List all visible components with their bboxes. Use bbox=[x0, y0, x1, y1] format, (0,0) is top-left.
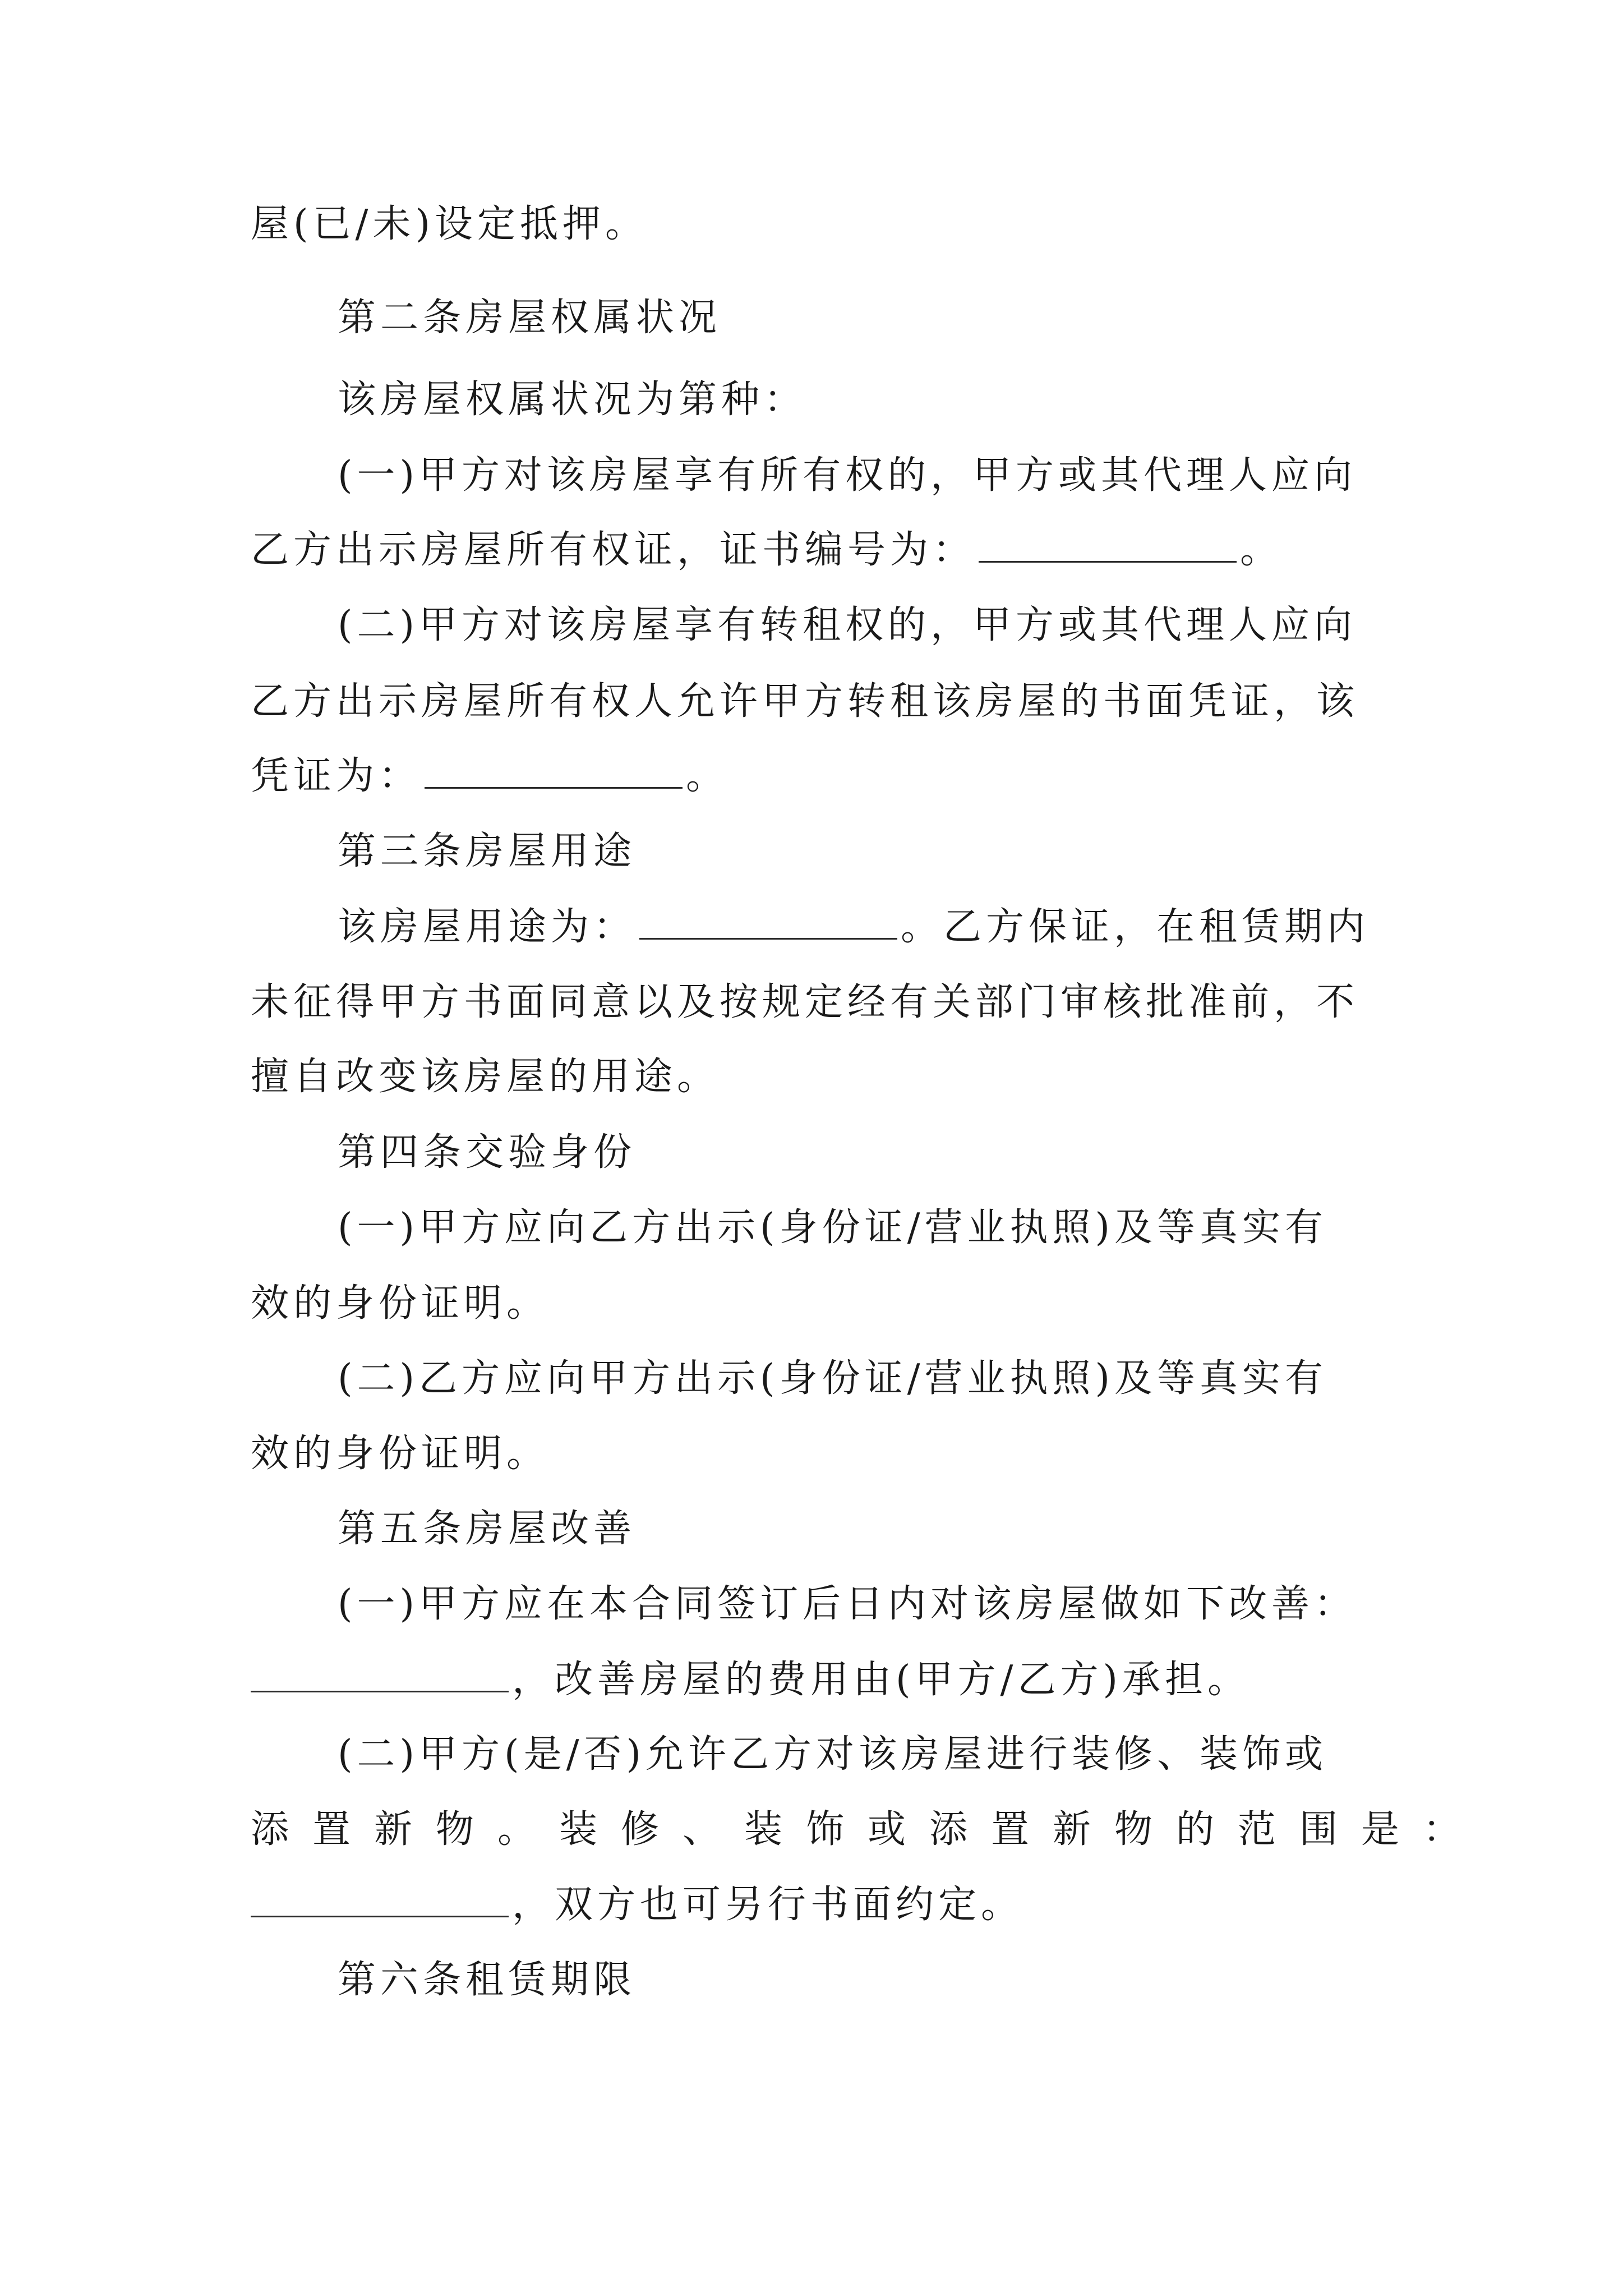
paragraph-line: (一)甲方对该房屋享有所有权的，甲方或其代理人应向 bbox=[338, 453, 1357, 498]
paragraph-line: 未征得甲方书面同意以及按规定经有关部门审核批准前，不 bbox=[251, 980, 1359, 1024]
paragraph-line: ，双方也可另行书面约定。 bbox=[251, 1880, 1023, 1930]
certificate-number-blank bbox=[979, 527, 1237, 563]
paragraph-line: 乙方出示房屋所有权证，证书编号为： 。 bbox=[251, 528, 1283, 572]
paragraph-line: 该房屋用途为： 。乙方保证，在租赁期内 bbox=[338, 905, 1370, 949]
paragraph-line: (二)甲方(是/否)允许乙方对该房屋进行装修、装饰或 bbox=[338, 1732, 1328, 1777]
article-3-heading: 第三条房屋用途 bbox=[338, 829, 637, 873]
paragraph-line: 乙方出示房屋所有权人允许甲方转租该房屋的书面凭证，该 bbox=[251, 679, 1359, 724]
article-6-heading: 第六条租赁期限 bbox=[338, 1958, 637, 2002]
voucher-blank bbox=[425, 753, 683, 789]
renovation-scope-blank bbox=[251, 1882, 509, 1917]
article-5-heading: 第五条房屋改善 bbox=[338, 1507, 637, 1551]
paragraph-line: (一)甲方应在本合同签订后日内对该房屋做如下改善： bbox=[338, 1582, 1357, 1626]
paragraph-line: 凭证为： 。 bbox=[251, 754, 729, 798]
paragraph-line: 屋(已/未)设定抵押。 bbox=[251, 202, 648, 246]
article-2-heading: 第二条房屋权属状况 bbox=[338, 296, 722, 340]
usage-blank bbox=[639, 904, 897, 940]
paragraph-line: ，改善房屋的费用由(甲方/乙方)承担。 bbox=[251, 1655, 1250, 1705]
improvement-blank bbox=[251, 1657, 509, 1692]
paragraph-line: (二)甲方对该房屋享有转租权的，甲方或其代理人应向 bbox=[338, 603, 1357, 647]
paragraph-line: 添置新物。装修、装饰或添置新物的范围是： bbox=[251, 1807, 1485, 1852]
paragraph-line: 擅自改变该房屋的用途。 bbox=[251, 1055, 720, 1099]
paragraph-line: 该房屋权属状况为第种： bbox=[338, 378, 807, 422]
paragraph-line: (一)甲方应向乙方出示(身份证/营业执照)及等真实有 bbox=[338, 1205, 1328, 1250]
paragraph-line: 效的身份证明。 bbox=[251, 1432, 550, 1476]
paragraph-line: 效的身份证明。 bbox=[251, 1281, 550, 1326]
article-4-heading: 第四条交验身份 bbox=[338, 1130, 637, 1175]
paragraph-line: (二)乙方应向甲方出示(身份证/营业执照)及等真实有 bbox=[338, 1356, 1328, 1401]
